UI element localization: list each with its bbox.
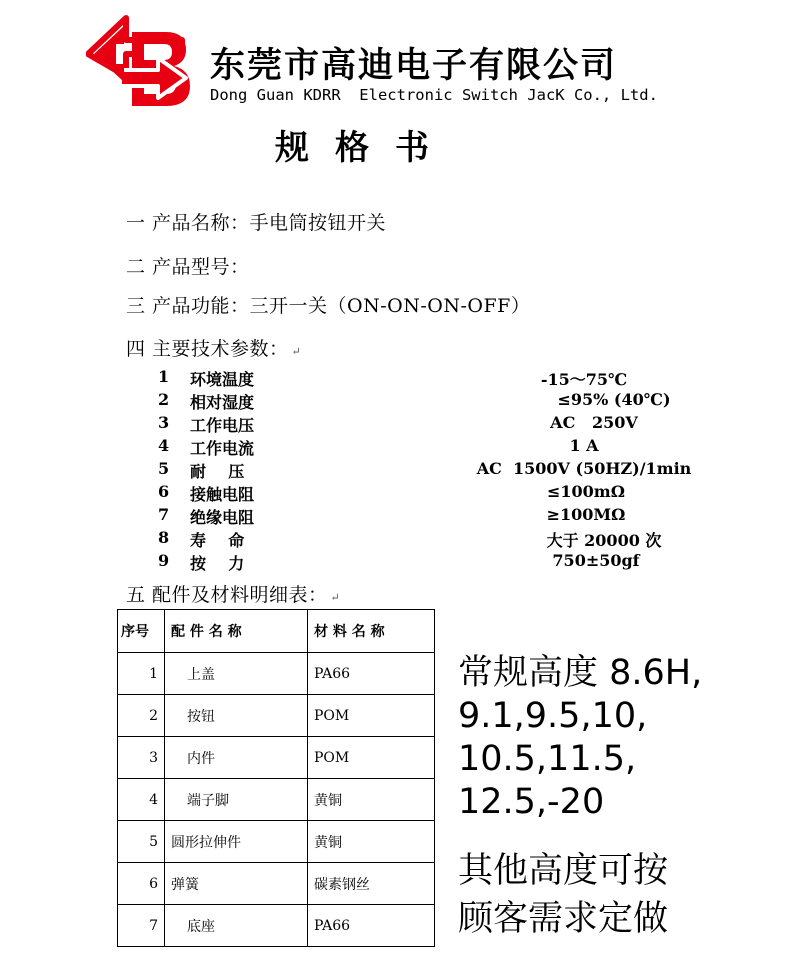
cell-material: POM [308, 695, 435, 737]
param-number: 7 [158, 505, 170, 524]
param-name: 环境温度 [190, 370, 255, 389]
param-number: 4 [158, 436, 170, 455]
cell-material: PA66 [308, 905, 435, 947]
cell-part-name: 端子脚 [165, 779, 308, 821]
param-value: ≤100mΩ [547, 482, 625, 501]
param-name: 按 力 [190, 554, 245, 573]
company-name-en: Dong Guan KDRR Electronic Switch JacK Co., Ltd. [210, 86, 658, 104]
param-value: ≥100MΩ [546, 505, 626, 524]
return-mark: ↵ [330, 591, 341, 604]
param-number: 1 [158, 367, 170, 386]
param-number: 6 [158, 482, 170, 501]
table-row [118, 737, 435, 779]
section-product-function: 三 产品功能：三开一关（ON-ON-ON-OFF） [126, 295, 531, 317]
param-number: 5 [158, 459, 170, 478]
param-value: -15～75℃ [540, 370, 628, 389]
cell-part-name: 内件 [165, 737, 308, 779]
table-row [118, 821, 435, 863]
header-cell-name: 配 件 名 称 [165, 610, 308, 653]
cell-no: 4 [118, 779, 165, 821]
param-value: 750±50gf [552, 551, 640, 570]
document-title: 规格书 [275, 128, 455, 168]
parts-table [117, 609, 435, 947]
param-number: 2 [158, 390, 170, 409]
section-tech-params-label: 四 主要技术参数： [126, 338, 289, 360]
cell-material: PA66 [308, 653, 435, 695]
height-note-line: 12.5,-20 [458, 782, 605, 822]
table-row [118, 695, 435, 737]
custom-height-note-line: 顾客需求定做 [458, 899, 669, 939]
section-parts-list-label: 五 配件及材料明细表： [126, 584, 328, 606]
param-name: 工作电压 [190, 416, 255, 435]
height-note-line: 常规高度 8.6H, [458, 653, 703, 693]
cell-part-name: 按钮 [165, 695, 308, 737]
section-tech-params [126, 334, 301, 361]
height-note-line: 10.5,11.5, [458, 739, 637, 779]
cell-material: 黄铜 [308, 821, 435, 863]
section-product-name: 一 产品名称：手电筒按钮开关 [126, 212, 387, 234]
custom-height-note-line: 其他高度可按 [458, 851, 669, 891]
cell-no: 1 [118, 653, 165, 695]
table-row [118, 863, 435, 905]
cell-material: POM [308, 737, 435, 779]
cell-no: 6 [118, 863, 165, 905]
cell-part-name: 圆形拉伸件 [165, 821, 308, 863]
section-product-model: 二 产品型号： [126, 256, 250, 278]
section-parts-list [126, 580, 340, 607]
kdrr-logo-icon [86, 14, 194, 120]
table-row [118, 905, 435, 947]
param-value: ≤95% (40℃) [557, 390, 671, 409]
param-name: 工作电流 [190, 439, 255, 458]
param-number: 8 [158, 528, 170, 547]
cell-no: 2 [118, 695, 165, 737]
height-note-line: 9.1,9.5,10, [458, 696, 648, 736]
return-mark: ↵ [291, 345, 302, 358]
param-name: 接触电阻 [190, 485, 255, 504]
param-number: 3 [158, 413, 170, 432]
cell-no: 3 [118, 737, 165, 779]
cell-no: 5 [118, 821, 165, 863]
param-value: 大于 20000 次 [546, 531, 662, 550]
cell-no: 7 [118, 905, 165, 947]
table-row [118, 653, 435, 695]
param-name: 寿 命 [190, 531, 245, 550]
company-name-cn: 东莞市高迪电子有限公司 [210, 46, 618, 86]
cell-material: 黄铜 [308, 779, 435, 821]
param-name: 耐 压 [190, 462, 245, 481]
header-cell-no: 序号 [118, 610, 165, 653]
cell-part-name: 底座 [165, 905, 308, 947]
param-value: 1 A [569, 436, 599, 455]
param-value: AC 250V [550, 413, 638, 432]
cell-part-name: 弹簧 [165, 863, 308, 905]
cell-material: 碳素钢丝 [308, 863, 435, 905]
table-header-row [118, 610, 435, 653]
header-cell-material: 材 料 名 称 [308, 610, 435, 653]
table-row [118, 779, 435, 821]
param-name: 绝缘电阻 [190, 508, 255, 527]
param-number: 9 [158, 551, 170, 570]
cell-part-name: 上盖 [165, 653, 308, 695]
param-value: AC 1500V (50HZ)/1min [476, 459, 692, 478]
param-name: 相对湿度 [190, 393, 255, 412]
